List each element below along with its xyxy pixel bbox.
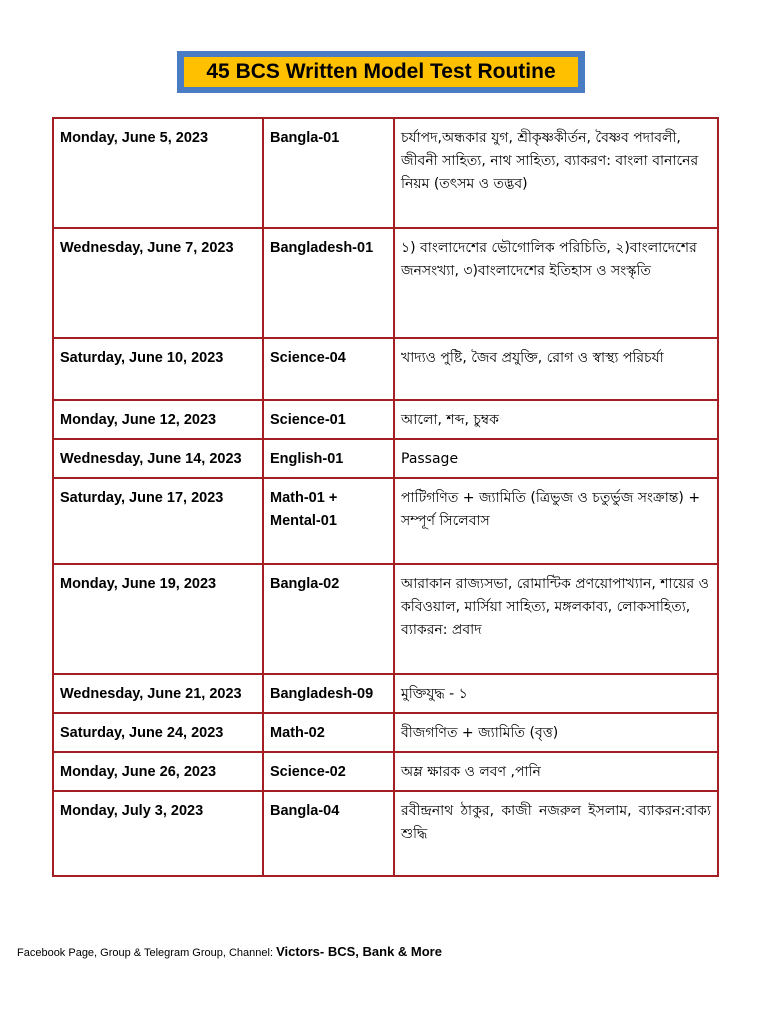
subject-cell: Science-04 [263, 338, 394, 400]
date-cell: Wednesday, June 7, 2023 [53, 228, 263, 338]
subject-cell: Bangladesh-01 [263, 228, 394, 338]
topic-cell: Passage [394, 439, 718, 478]
table-row [53, 439, 718, 478]
topic-cell: অম্ল ক্ষারক ও লবণ ,পানি [394, 752, 718, 791]
topic-cell: ১) বাংলাদেশের ভৌগোলিক পরিচিতি, ২)বাংলাদেশের জনসংখ্যা, ৩)বাংলাদেশের ইতিহাস ও সংস্কৃতি [394, 228, 718, 338]
table-row [53, 564, 718, 674]
date-cell: Monday, June 19, 2023 [53, 564, 263, 674]
date-cell: Monday, June 26, 2023 [53, 752, 263, 791]
date-cell: Monday, June 12, 2023 [53, 400, 263, 439]
table-row [53, 228, 718, 338]
subject-cell: Bangladesh-09 [263, 674, 394, 713]
subject-cell: Math-01 + Mental-01 [263, 478, 394, 564]
table-row [53, 752, 718, 791]
date-cell: Wednesday, June 14, 2023 [53, 439, 263, 478]
footer-channel-name: Victors- BCS, Bank & More [276, 944, 442, 959]
routine-table [52, 117, 719, 877]
title-banner [177, 51, 585, 93]
topic-cell: খাদ্যও পুষ্টি, জৈব প্রযুক্তি, রোগ ও স্বাস্থ্য পরিচর্যা [394, 338, 718, 400]
subject-cell: Math-02 [263, 713, 394, 752]
subject-cell: Science-01 [263, 400, 394, 439]
topic-cell: আরাকান রাজ্যসভা, রোমান্টিক প্রণয়োপাখ্যান, শায়ের ও কবিওয়াল, মার্সিয়া সাহিত্য, মঙ্গলকাব্য, লোকসাহিত্য, ব্যাকরন: প্রবাদ [394, 564, 718, 674]
date-cell: Monday, July 3, 2023 [53, 791, 263, 876]
table-row [53, 478, 718, 564]
topic-cell: আলো, শব্দ, চুম্বক [394, 400, 718, 439]
date-cell: Saturday, June 24, 2023 [53, 713, 263, 752]
table-row [53, 400, 718, 439]
date-cell: Saturday, June 10, 2023 [53, 338, 263, 400]
date-cell: Monday, June 5, 2023 [53, 118, 263, 228]
date-cell: Saturday, June 17, 2023 [53, 478, 263, 564]
topic-cell: চর্যাপদ,অন্ধকার যুগ, শ্রীকৃষ্ণকীর্তন, বৈষ্ণব পদাবলী, জীবনী সাহিত্য, নাথ সাহিত্য, ব্যাকরণ: বাংলা বানানের নিয়ম (তৎসম ও তদ্ভব) [394, 118, 718, 228]
subject-cell: Bangla-04 [263, 791, 394, 876]
subject-cell: Bangla-01 [263, 118, 394, 228]
table-row [53, 338, 718, 400]
subject-cell: Bangla-02 [263, 564, 394, 674]
subject-cell: Science-02 [263, 752, 394, 791]
footer-credit [17, 944, 442, 959]
table-row [53, 713, 718, 752]
topic-cell: পাটিগণিত + জ্যামিতি (ত্রিভুজ ও চতুর্ভুজ সংক্রান্ত) + সম্পূর্ণ সিলেবাস [394, 478, 718, 564]
subject-cell: English-01 [263, 439, 394, 478]
table-row [53, 674, 718, 713]
table-row [53, 118, 718, 228]
topic-cell: বীজগণিত + জ্যামিতি (বৃত্ত) [394, 713, 718, 752]
date-cell: Wednesday, June 21, 2023 [53, 674, 263, 713]
footer-prefix: Facebook Page, Group & Telegram Group, Channel: [17, 947, 277, 959]
page-title: 45 BCS Written Model Test Routine [184, 57, 578, 87]
table-row [53, 791, 718, 876]
topic-cell: রবীন্দ্রনাথ ঠাকুর, কাজী নজরুল ইসলাম, ব্যাকরন:বাক্য শুদ্ধি [394, 791, 718, 876]
topic-cell: মুক্তিযুদ্ধ - ১ [394, 674, 718, 713]
